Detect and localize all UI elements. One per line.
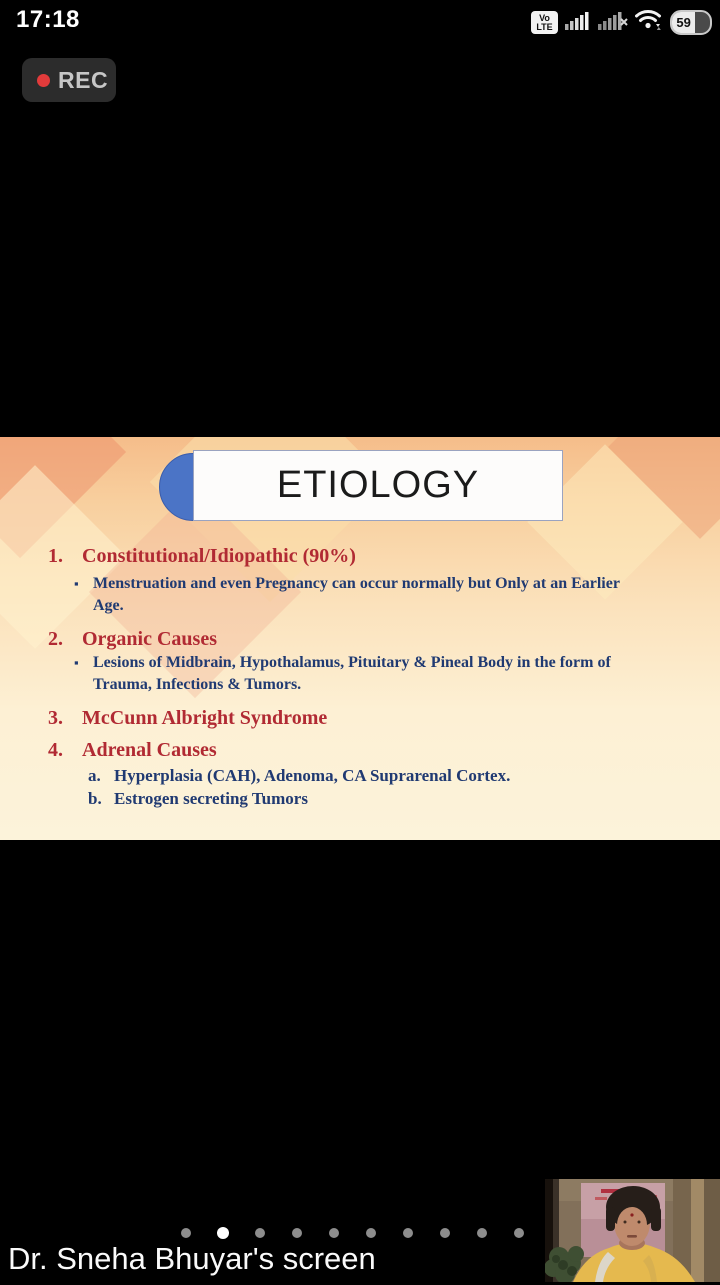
screen-share-view[interactable] (0, 437, 720, 840)
wifi-icon (635, 9, 663, 36)
signal-no-service-icon (598, 10, 628, 35)
slide-position-dot (217, 1227, 229, 1239)
slide-position-dot (366, 1228, 376, 1238)
list-sub-letter-item: b. Estrogen secreting Tumors (88, 789, 308, 808)
slide-position-dot (514, 1228, 524, 1238)
clock: 17:18 (16, 6, 80, 33)
slide-position-dot (477, 1228, 487, 1238)
list-item: 2. Organic Causes (48, 628, 217, 650)
screen-share-label: Dr. Sneha Bhuyar's screen (8, 1241, 376, 1276)
status-icons (531, 9, 712, 36)
list-item: 3. McCunn Albright Syndrome (48, 707, 328, 729)
list-item: 4. Adrenal Causes (48, 739, 217, 761)
participant-video-content (545, 1179, 720, 1282)
list-item: 1. Constitutional/Idiopathic (90%) (48, 545, 356, 567)
recording-dot-icon (37, 74, 50, 87)
slide-title-box (193, 450, 563, 521)
slide-title: ETIOLOGY (276, 464, 480, 506)
list-sub-bullet: ▪ Lesions of Midbrain, Hypothalamus, Pituitary & Pineal Body in the form of Trauma, Infections & Tumors. (74, 652, 649, 696)
status-bar (0, 0, 720, 44)
volte-badge-icon: Vo LTE (531, 11, 558, 34)
slide-position-dot (181, 1228, 191, 1238)
participant-video-thumbnail[interactable] (545, 1177, 720, 1285)
slide-position-dot (255, 1228, 265, 1238)
slide-position-dot (403, 1228, 413, 1238)
list-sub-letter-item: a. Hyperplasia (CAH), Adenoma, CA Suprarenal Cortex. (88, 766, 511, 785)
slide-position-dot (329, 1228, 339, 1238)
page-dots (181, 1228, 524, 1238)
slide-position-dot (440, 1228, 450, 1238)
recording-label: REC (58, 66, 109, 93)
slide-content (0, 543, 720, 810)
battery-icon (670, 10, 712, 35)
list-sub-bullet: ▪ Menstruation and even Pregnancy can occur normally but Only at an Earlier Age. (74, 573, 649, 617)
battery-percent: 59 (676, 15, 691, 30)
signal-strength-icon (565, 10, 591, 35)
recording-indicator (22, 58, 116, 102)
slide-position-dot (292, 1228, 302, 1238)
